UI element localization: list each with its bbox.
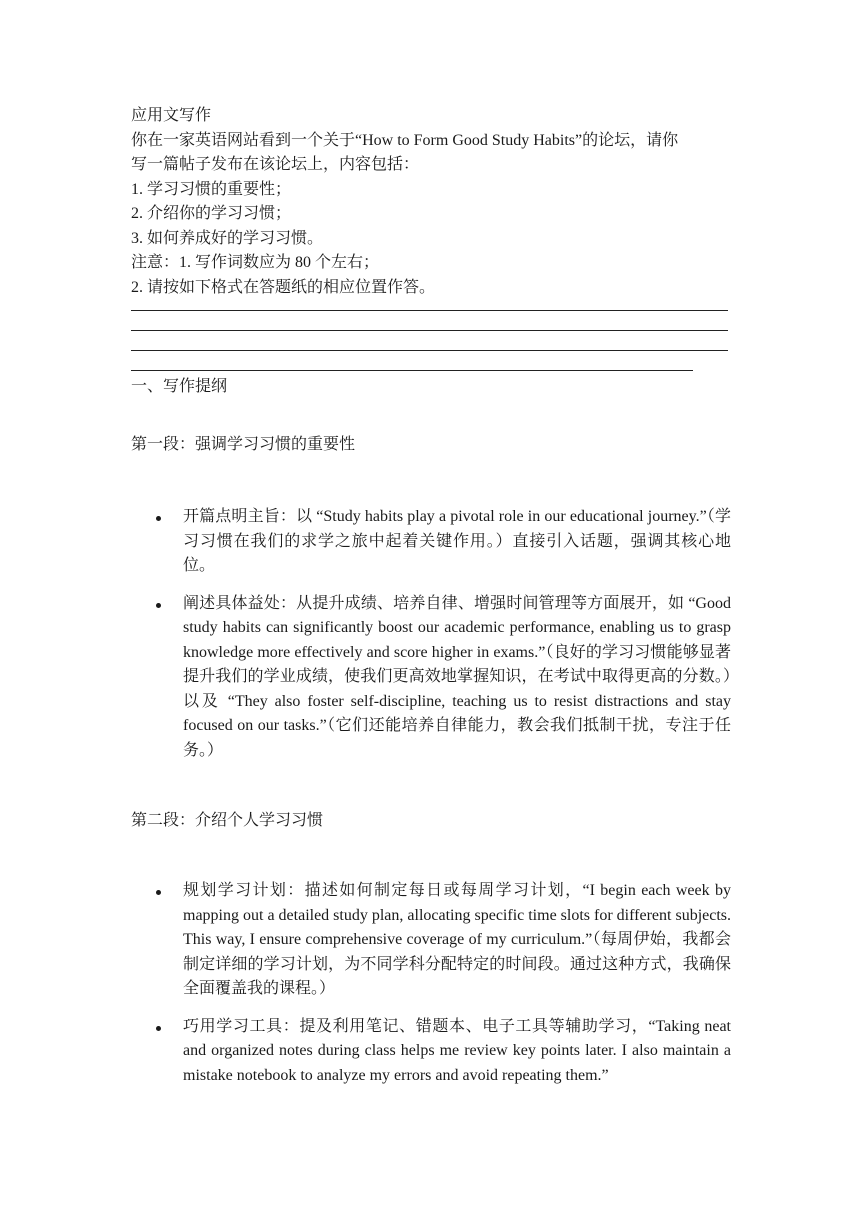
bullet-icon bbox=[156, 516, 161, 521]
list-item bbox=[131, 879, 731, 1002]
note-line-2: 2. 请按如下格式在答题纸的相应位置作答。 bbox=[131, 278, 436, 296]
list-item bbox=[131, 505, 731, 579]
answer-line bbox=[131, 350, 728, 351]
paragraph-1-title: 第一段：强调学习习惯的重要性 bbox=[131, 436, 356, 453]
answer-line bbox=[131, 330, 728, 331]
prompt-line-1: 你在一家英语网站看到一个关于“How to Form Good Study Habits”的论坛，请你 bbox=[131, 131, 679, 149]
paragraph-2-title: 第二段：介绍个人学习习惯 bbox=[131, 812, 324, 829]
document-page bbox=[131, 104, 731, 1088]
answer-line bbox=[131, 370, 693, 371]
bullet-icon bbox=[156, 1026, 161, 1031]
bullet-text: 开篇点明主旨：以 “Study habits play a pivotal role in our educational journey.”（学习习惯在我们的求学之旅中起着关键作用。）直接引入话题，强调其核心地位。 bbox=[183, 508, 731, 574]
paragraph-1-bullets bbox=[131, 505, 731, 763]
bullet-icon bbox=[156, 890, 161, 895]
outline-heading: 一、写作提纲 bbox=[131, 378, 228, 395]
requirement-item-1: 1. 学习习惯的重要性； bbox=[131, 180, 292, 198]
paragraph-2-bullets bbox=[131, 879, 731, 1088]
list-item bbox=[131, 592, 731, 764]
bullet-text: 规划学习计划：描述如何制定每日或每周学习计划，“I begin each week by mapping out a detailed study plan, allocating specific time slots for different subjects. This way, I ensure comprehensive coverage of my curriculum.”（每周伊始，我都会制定详细的学习计划，为不同学科分配特定的时间段。通过这种方式，我确保全面覆盖我的课程。） bbox=[183, 882, 732, 997]
requirement-item-2: 2. 介绍你的学习习惯； bbox=[131, 205, 292, 222]
prompt-line-2: 写一篇帖子发布在该论坛上，内容包括： bbox=[131, 156, 420, 173]
requirement-item-3: 3. 如何养成好的学习习惯。 bbox=[131, 229, 324, 247]
answer-lines bbox=[131, 310, 731, 371]
answer-line bbox=[131, 310, 728, 311]
note-line-1: 注意：1. 写作词数应为 80 个左右； bbox=[131, 254, 380, 271]
bullet-text: 巧用学习工具：提及利用笔记、错题本、电子工具等辅助学习，“Taking neat and organized notes during class helps me review key points later. I also maintain a mistake notebook to analyze my errors and avoid repeating them.” bbox=[183, 1017, 731, 1084]
bullet-icon bbox=[156, 603, 161, 608]
list-item bbox=[131, 1015, 731, 1089]
prompt-title: 应用文写作 bbox=[131, 107, 212, 124]
bullet-text: 阐述具体益处：从提升成绩、培养自律、增强时间管理等方面展开，如 “Good study habits can significantly boost our academic performance, enabling us to grasp knowledge more effectively and score higher in exams.”（良好的学习习惯能够显著提升我们的学业成绩，使我们更高效地掌握知识，在考试中取得更高的分数。）以及 “They also foster self-discipline, teaching us to resist distractions and stay focused on our tasks.”（它们还能培养自律能力，教会我们抵制干扰，专注于任务。） bbox=[183, 594, 731, 759]
